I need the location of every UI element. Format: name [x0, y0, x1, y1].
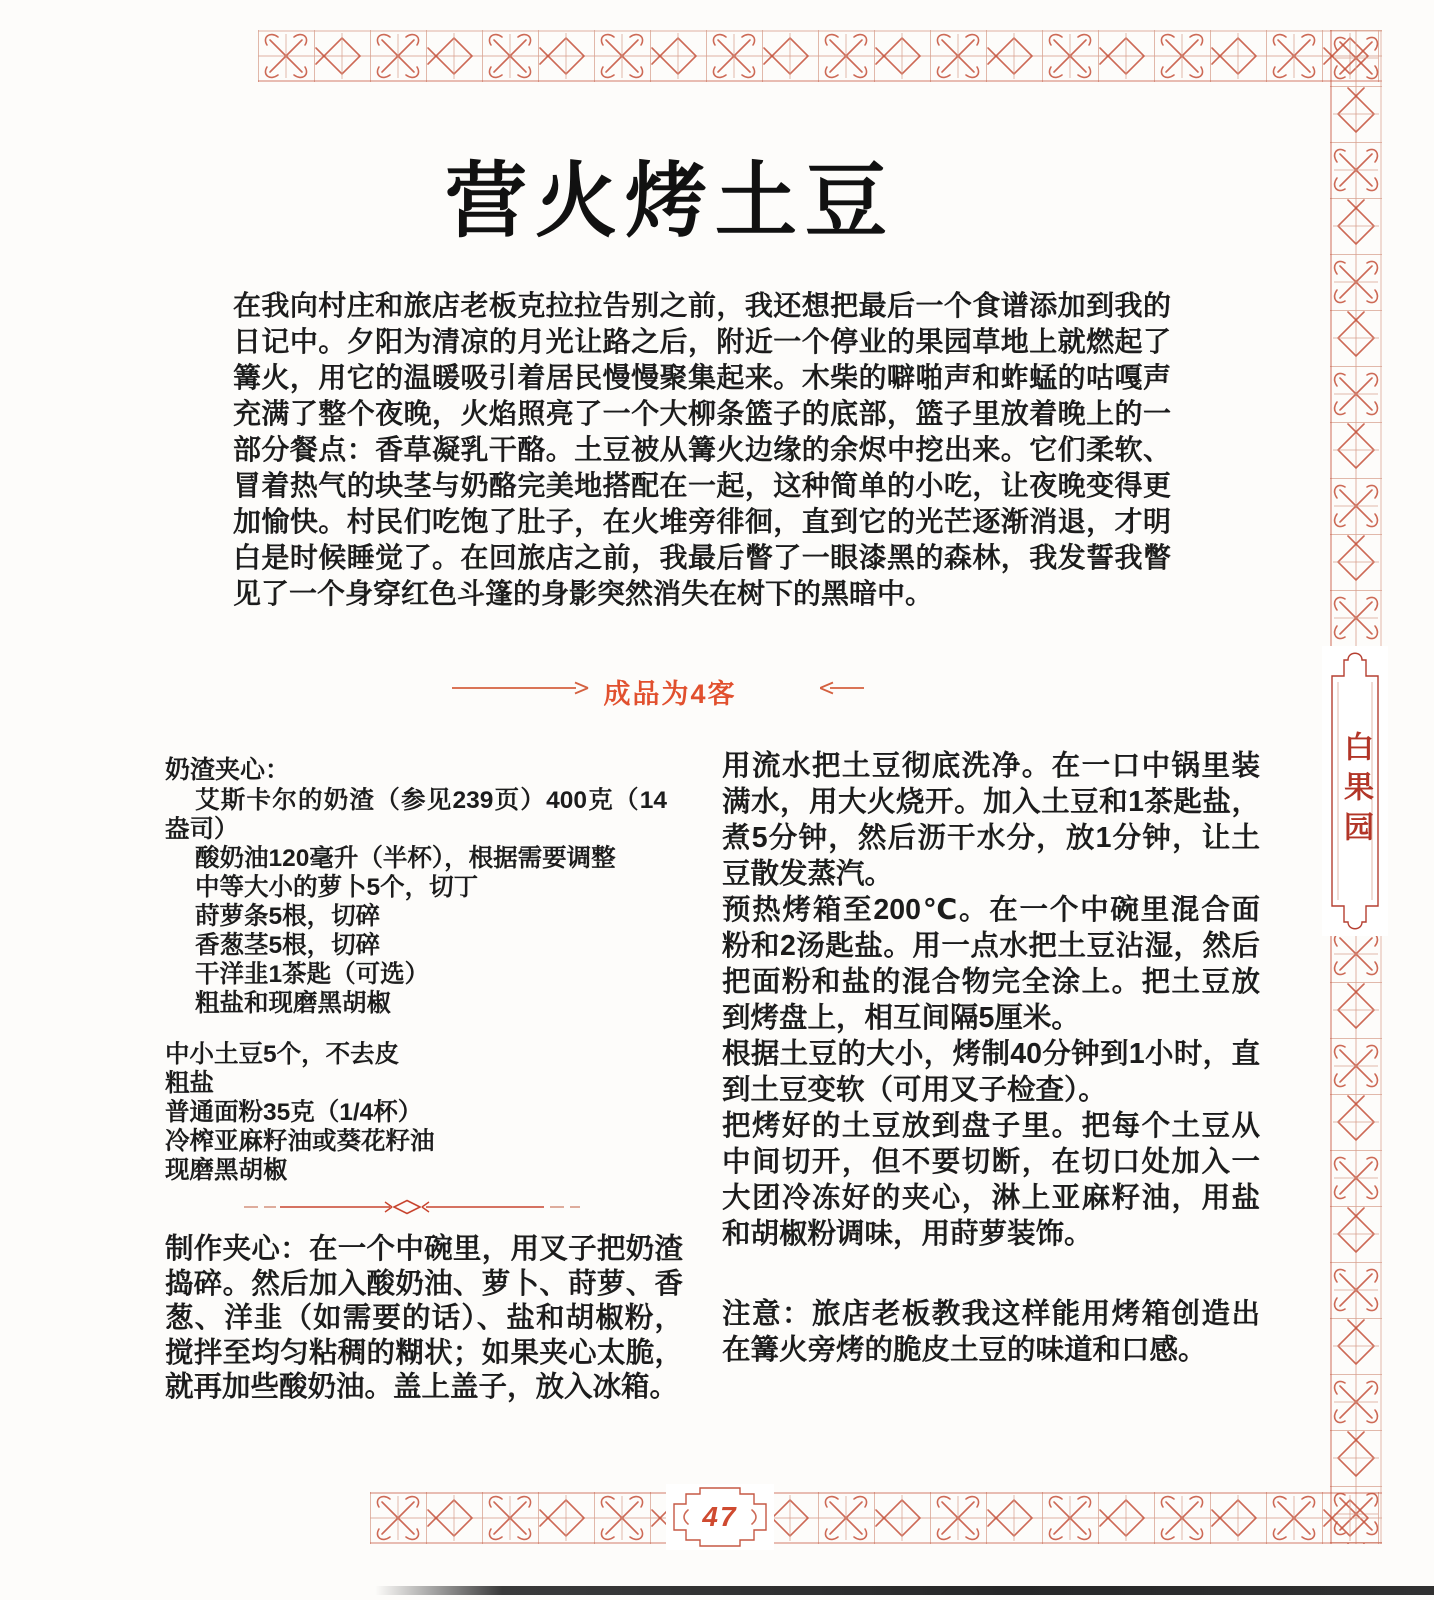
ingredients-divider-ornament — [244, 1198, 594, 1216]
ingredient-item: 香葱茎5根，切碎 — [195, 932, 381, 959]
side-tab-label: 白果园 — [1339, 731, 1372, 851]
filling-ingredients-heading: 奶渣夹心： — [165, 756, 291, 784]
left-arrow-ornament — [452, 680, 592, 696]
ingredient-item: 冷榨亚麻籽油或葵花籽油 — [165, 1128, 435, 1155]
instruction-step: 预热烤箱至200℃。在一个中碗里混合面粉和2汤匙盐。用一点水把土豆沾湿，然后把面粉和盐的混合物完全涂上。把土豆放到烤盘上，相互间隔5厘米。 — [722, 894, 1260, 1034]
note-label: 注意： — [722, 1298, 812, 1330]
note-text: 旅店老板教我这样能用烤箱创造出在篝火旁烤的脆皮土豆的味道和口感。 — [722, 1298, 1260, 1366]
page-title: 营火烤土豆 — [444, 156, 895, 247]
page-number-cartouche — [666, 1484, 774, 1550]
filling-ingredients-list — [165, 786, 667, 1018]
filling-instructions-text: 在一个中碗里，用叉子把奶渣捣碎。然后加入酸奶油、萝卜、莳萝、香葱、洋韭（如需要的话）、盐和胡椒粉，搅拌至均匀粘稠的糊状；如果夹心太脆，就再加些酸奶油。盖上盖子，放入冰箱。 — [165, 1233, 683, 1403]
instruction-step: 把烤好的土豆放到盘子里。把每个土豆从中间切开，但不要切断，在切口处加入一大团冷冻好的夹心，淋上亚麻籽油，用盐和胡椒粉调味，用莳萝装饰。 — [722, 1110, 1260, 1250]
note-paragraph — [722, 1296, 1260, 1368]
ingredient-item: 粗盐 — [165, 1070, 214, 1097]
instruction-step: 根据土豆的大小，烤制40分钟到1小时，直到土豆变软（可用叉子检查）。 — [722, 1038, 1260, 1106]
top-border-ornament — [258, 30, 1382, 87]
top-border-pattern — [258, 30, 1382, 82]
right-arrow-ornament — [820, 680, 864, 696]
ingredient-item: 中等大小的萝卜5个，切丁 — [195, 874, 479, 901]
instruction-step: 用流水把土豆彻底洗净。在一口中锅里装满水，用大火烧开。加入土豆和1茶匙盐，煮5分钟，然后沥干水分，放1分钟，让土豆散发蒸汽。 — [722, 750, 1260, 890]
filling-instructions-label: 制作夹心： — [165, 1233, 309, 1265]
ingredient-item: 酸奶油120毫升（半杯），根据需要调整 — [195, 845, 616, 872]
ingredient-item: 现磨黑胡椒 — [165, 1157, 288, 1184]
yield-row — [0, 672, 1340, 708]
ingredient-item: 粗盐和现磨黑胡椒 — [195, 990, 391, 1017]
ingredient-item: 中小土豆5个，不去皮 — [165, 1041, 400, 1068]
ingredient-item: 莳萝条5根，切碎 — [195, 903, 381, 930]
page-edge-shadow — [375, 1586, 1434, 1595]
bottom-border-ornament — [370, 1492, 1382, 1549]
side-tab-cartouche — [1322, 646, 1388, 936]
filling-instructions-paragraph — [165, 1232, 683, 1405]
bottom-border-pattern — [370, 1492, 1382, 1544]
potato-ingredients-list — [165, 1040, 667, 1185]
ingredient-item: 艾斯卡尔的奶渣（参见239页）400克（14盎司） — [165, 787, 667, 843]
intro-paragraph: 在我向村庄和旅店老板克拉拉告别之前，我还想把最后一个食谱添加到我的日记中。夕阳为清凉的月光让路之后，附近一个停业的果园草地上就燃起了篝火，用它的温暖吸引着居民慢慢聚集起来。木柴的噼啪声和蚱蜢的咕嘎声充满了整个夜晚，火焰照亮了一个大柳条篮子的底部，篮子里放着晚上的一部分餐点：香草凝乳干酪。土豆被从篝火边缘的余烬中挖出来。它们柔软、冒着热气的块茎与奶酪完美地搭配在一起，这种简单的小吃，让夜晚变得更加愉快。村民们吃饱了肚子，在火堆旁徘徊，直到它的光芒逐渐消退，才明白是时候睡觉了。在回旅店之前，我最后瞥了一眼漆黑的森林，我发誓我瞥见了一个身穿红色斗篷的身影突然消失在树下的黑暗中。 — [233, 290, 1171, 609]
ingredient-item: 普通面粉35克（1/4杯） — [165, 1099, 423, 1126]
page-number: 47 — [702, 1501, 738, 1532]
ingredient-item: 干洋韭1茶匙（可选） — [195, 961, 430, 988]
yield-note: 成品为4客 — [603, 679, 737, 709]
instructions-column — [722, 748, 1260, 1368]
